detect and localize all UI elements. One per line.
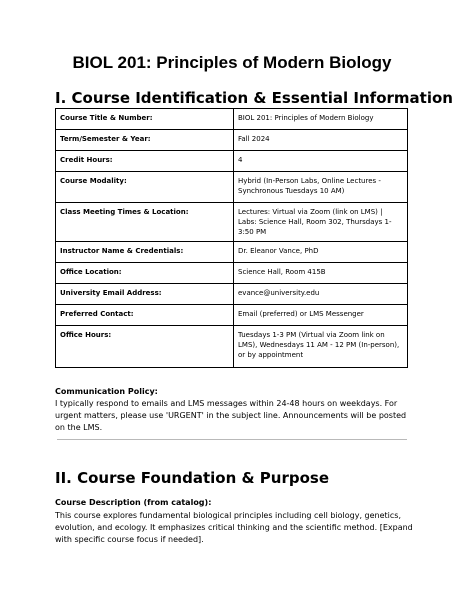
section-heading-course-foundation: II. Course Foundation & Purpose: [55, 469, 329, 487]
table-row: [56, 109, 408, 130]
row-label: Preferred Contact:: [56, 305, 234, 326]
section-divider: [57, 439, 407, 440]
communication-policy-label: Communication Policy:: [55, 387, 158, 396]
table-row: [56, 284, 408, 305]
row-label: Course Modality:: [56, 172, 234, 203]
row-label: Instructor Name & Credentials:: [56, 242, 234, 263]
table-row: [56, 242, 408, 263]
row-value: Email (preferred) or LMS Messenger: [234, 305, 408, 326]
communication-policy-text: I typically respond to emails and LMS messages within 24-48 hours on weekdays. For urgent matters, please use 'URGENT' in the subject line. Announcements will be posted on the LMS.: [55, 399, 407, 432]
table-row: [56, 203, 408, 242]
row-label: Office Location:: [56, 263, 234, 284]
row-value: Lectures: Virtual via Zoom (link on LMS) | Labs: Science Hall, Room 302, Thursdays 1-3:50 PM: [234, 203, 408, 242]
row-label: Term/Semester & Year:: [56, 130, 234, 151]
section-heading-course-identification: I. Course Identification & Essential Information: [55, 89, 453, 107]
document-title: BIOL 201: Principles of Modern Biology: [72, 53, 392, 72]
row-value: 4: [234, 151, 408, 172]
table-row: [56, 172, 408, 203]
row-label: Class Meeting Times & Location:: [56, 203, 234, 242]
row-label: Office Hours:: [56, 326, 234, 368]
row-value: Fall 2024: [234, 130, 408, 151]
row-value: Tuesdays 1-3 PM (Virtual via Zoom link on LMS), Wednesdays 11 AM - 12 PM (In-person), or by appointment: [234, 326, 408, 368]
row-value: evance@university.edu: [234, 284, 408, 305]
course-info-table: [55, 108, 408, 368]
row-label: Credit Hours:: [56, 151, 234, 172]
row-value: Hybrid (In-Person Labs, Online Lectures - Synchronous Tuesdays 10 AM): [234, 172, 408, 203]
course-description-text: This course explores fundamental biological principles including cell biology, genetics, evolution, and ecology. It emphasizes critical thinking and the scientific method. [Expand with specific course focus if needed].: [55, 511, 413, 544]
table-row: [56, 151, 408, 172]
course-description-label: Course Description (from catalog):: [55, 498, 212, 507]
table-row: [56, 263, 408, 284]
table-row: [56, 305, 408, 326]
row-value: Science Hall, Room 415B: [234, 263, 408, 284]
row-label: Course Title & Number:: [56, 109, 234, 130]
table-row: [56, 326, 408, 368]
row-label: University Email Address:: [56, 284, 234, 305]
table-row: [56, 130, 408, 151]
row-value: Dr. Eleanor Vance, PhD: [234, 242, 408, 263]
row-value: BIOL 201: Principles of Modern Biology: [234, 109, 408, 130]
